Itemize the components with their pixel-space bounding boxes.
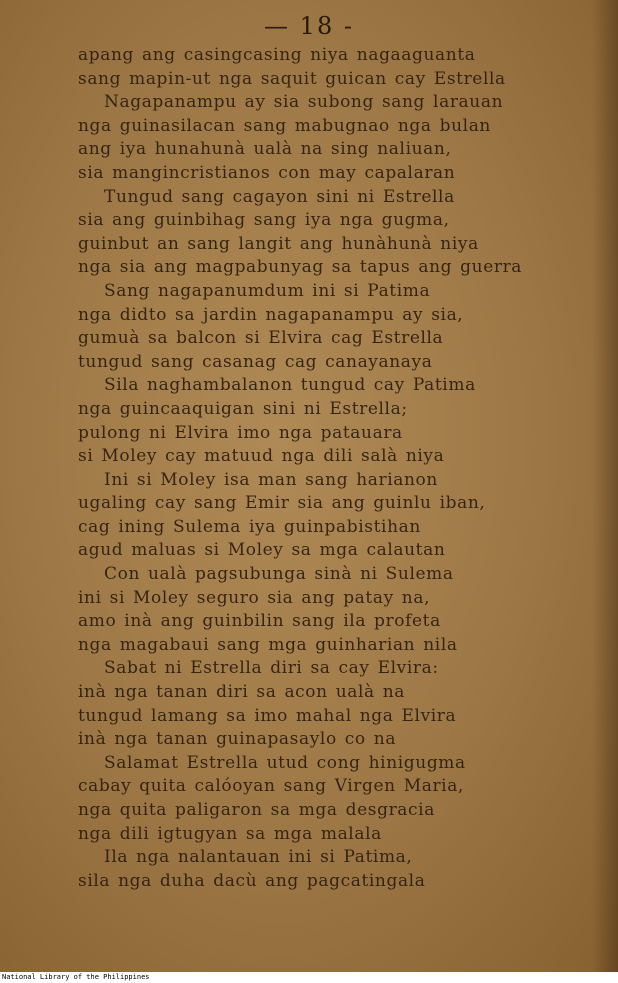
verse-line: pulong ni Elvira imo nga patauara: [78, 422, 403, 443]
footer-bar: [0, 972, 618, 983]
verse-line: agud maluas si Moley sa mga calautan: [78, 540, 446, 561]
poem-text-block: [78, 44, 568, 893]
verse-line: Sang nagapanumdum ini si Patima: [104, 280, 431, 301]
verse-line: Con ualà pagsubunga sinà ni Sulema: [104, 564, 454, 585]
page-number: — 18 -: [264, 12, 354, 40]
verse-line: tungud lamang sa imo mahal nga Elvira: [78, 705, 457, 726]
verse-line: Salamat Estrella utud cong hinigugma: [104, 752, 466, 773]
verse-line: sang mapin-ut nga saquit guican cay Estrella: [78, 68, 506, 89]
verse-line: amo inà ang guinbilin sang ila profeta: [78, 611, 441, 632]
verse-line: inà nga tanan diri sa acon ualà na: [78, 682, 406, 703]
verse-line: nga guincaaquigan sini ni Estrella;: [78, 398, 408, 419]
verse-line: sia ang guinbihag sang iya nga gugma,: [78, 210, 450, 231]
page-edge-shadow: [592, 0, 618, 972]
verse-line: nga didto sa jardin nagapanampu ay sia,: [78, 304, 464, 325]
verse-line: gumuà sa balcon si Elvira cag Estrella: [78, 328, 444, 349]
verse-line: sia mangincristianos con may capalaran: [78, 162, 456, 183]
verse-line: Sabat ni Estrella diri sa cay Elvira:: [104, 658, 439, 679]
verse-line: Ila nga nalantauan ini si Patima,: [104, 847, 413, 868]
verse-line: apang ang casingcasing niya nagaaguanta: [78, 45, 476, 65]
verse-line: ini si Moley seguro sia ang patay na,: [78, 587, 431, 608]
verse-line: nga guinasilacan sang mabugnao nga bulan: [78, 115, 491, 136]
verse-line: sila nga duha dacù ang pagcatingala: [78, 870, 426, 891]
verse-line: Nagapanampu ay sia subong sang larauan: [104, 92, 504, 113]
library-credit: National Library of the Philippines: [2, 973, 150, 981]
verse-line: nga dili igtugyan sa mga malala: [78, 823, 382, 844]
verse-line: ang iya hunahunà ualà na sing naliuan,: [78, 139, 452, 160]
verse-line: nga sia ang magpabunyag sa tapus ang guerra: [78, 257, 523, 278]
verse-line: si Moley cay matuud nga dili salà niya: [78, 446, 445, 467]
verse-line: nga magabaui sang mga guinharian nila: [78, 634, 458, 655]
verse-line: Ini si Moley isa man sang harianon: [104, 469, 438, 490]
verse-line: tungud sang casanag cag canayanaya: [78, 351, 433, 372]
verse-line: Tungud sang cagayon sini ni Estrella: [104, 186, 455, 207]
verse-line: inà nga tanan guinapasaylo co na: [78, 729, 397, 750]
verse-line: Sila naghambalanon tungud cay Patima: [104, 375, 476, 396]
verse-line: cag ining Sulema iya guinpabistihan: [78, 516, 421, 537]
verse-line: nga quita paligaron sa mga desgracia: [78, 800, 435, 820]
verse-line: cabay quita calóoyan sang Virgen Maria,: [78, 776, 464, 797]
verse-line: ugaling cay sang Emir sia ang guinlu iban,: [78, 493, 486, 514]
verse-line: guinbut an sang langit ang hunàhunà niya: [78, 233, 479, 254]
